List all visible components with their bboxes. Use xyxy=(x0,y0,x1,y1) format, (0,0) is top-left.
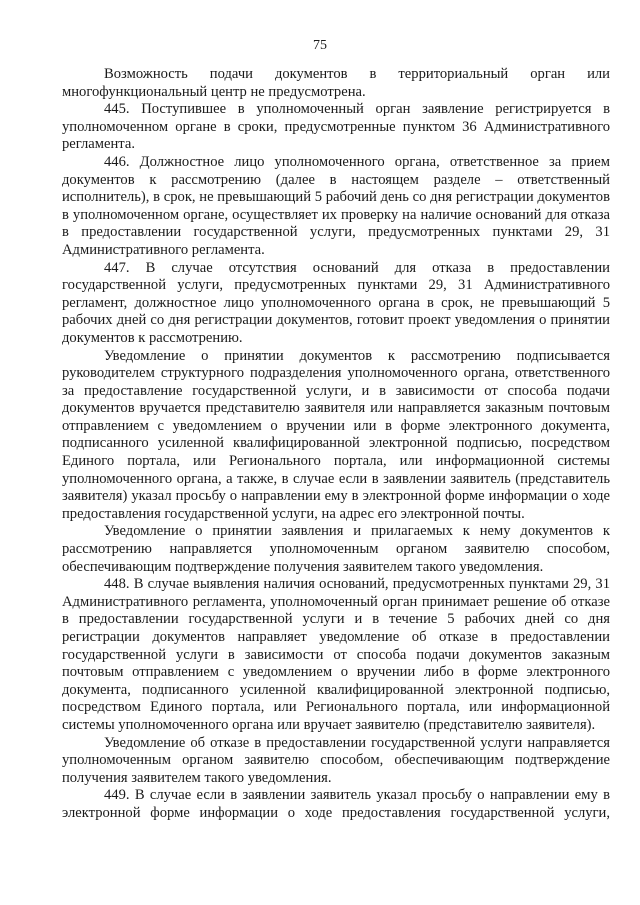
paragraph-submission-note: Возможность подачи документов в территориальный орган или многофункциональный центр не предусмотрена. xyxy=(62,66,610,100)
paragraph-448: 448. В случае выявления наличия оснований, предусмотренных пунктами 29, 31 Административного регламента, уполномоченный орган принимает решение об отказе в предоставлении государственной услуги и в течение 5 рабочих дней со дня регистрации документов направляет уведомление об отказе в предоставлении государственной услуги в зависимости от способа подачи документов заказным почтовым отправлением с уведомлением о вручении либо в форме электронного документа, подписанного усиленной квалифицированной электронной подписью, посредством Единого портала, или Регионального портала, или информационной системы уполномоченного органа или вручает заявителю (представителю заявителя). xyxy=(62,576,610,733)
page-number: 75 xyxy=(313,38,327,53)
paragraph-acceptance-notice-signing: Уведомление о принятии документов к рассмотрению подписывается руководителем структурного подразделения уполномоченного органа, ответственного за предоставление государственной услуги, и в зависимости от способа подачи документов вручается представителю заявителя или направляется заказным почтовым отправлением с уведомлением о вручении или в форме электронного документа, подписанного усиленной квалифицированной электронной подписью, посредством Единого портала, или Регионального портала, или информационной системы уполномоченного органа, а также, в случае если в заявлении заявитель (представитель заявителя) указал просьбу о направлении ему в электронной форме информации о ходе предоставления государственной услуги, на адрес его электронной почты. xyxy=(62,347,610,522)
paragraph-446: 446. Должностное лицо уполномоченного органа, ответственное за прием документов к рассмотрению (далее в настоящем разделе – ответственный исполнитель), в срок, не превышающий 5 рабочий день со дня регистрации документов в уполномоченном органе, осуществляет их проверку на наличие оснований для отказа в предоставлении государственной услуги, предусмотренных пунктами 29, 31 Административного регламента. xyxy=(62,153,610,258)
paragraph-445: 445. Поступившее в уполномоченный орган заявление регистрируется в уполномоченном органе в сроки, предусмотренные пунктом 36 Административного регламента. xyxy=(62,101,610,153)
document-body xyxy=(62,66,610,823)
paragraph-acceptance-notice-delivery: Уведомление о принятии заявления и прилагаемых к нему документов к рассмотрению направляется уполномоченным органом заявителю способом, обеспечивающим подтверждение получения заявителем такого уведомления. xyxy=(62,523,610,575)
paragraph-449: 449. В случае если в заявлении заявитель указал просьбу о направлении ему в электронной форме информации о ходе предоставления государственной услуги, xyxy=(62,787,610,821)
paragraph-447: 447. В случае отсутствия оснований для отказа в предоставлении государственной услуги, предусмотренных пунктами 29, 31 Административного регламент, должностное лицо уполномоченного органа в срок, не превышающий 5 рабочих дней со дня регистрации документов, готовит проект уведомления о принятии документов к рассмотрению. xyxy=(62,259,610,346)
paragraph-refusal-notice-delivery: Уведомление об отказе в предоставлении государственной услуги направляется уполномоченным органом заявителю способом, обеспечивающим подтверждение получения заявителем такого уведомления. xyxy=(62,734,610,786)
